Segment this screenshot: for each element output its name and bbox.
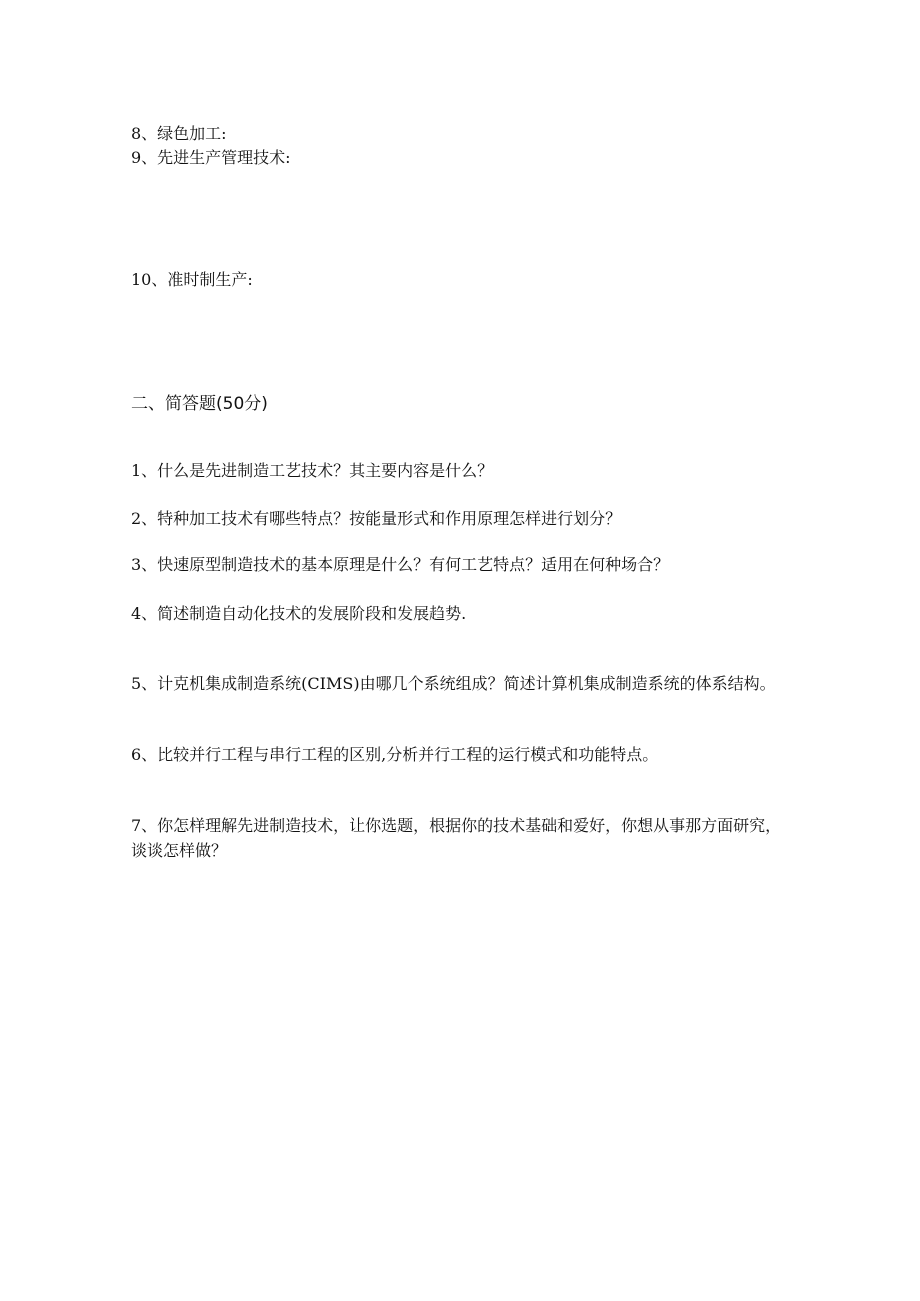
question-6: 6、比较并行工程与串行工程的区别,分析并行工程的运行模式和功能特点。	[131, 745, 659, 764]
question-4: 4、简述制造自动化技术的发展阶段和发展趋势.	[131, 604, 467, 623]
question-1: 1、什么是先进制造工艺技术？其主要内容是什么？	[131, 461, 494, 480]
section-heading: 二、简答题(50分)	[131, 394, 268, 414]
question-7: 7、你怎样理解先进制造技术，让你选题，根据你的技术基础和爱好，你想从事那方面研究，谈谈怎样做？	[131, 816, 782, 860]
definition-item-9: 9、先进生产管理技术:	[131, 148, 291, 167]
definition-item-10: 10、准时制生产:	[131, 270, 253, 289]
question-5: 5、计克机集成制造系统(CIMS)由哪几个系统组成？简述计算机集成制造系统的体系结构。	[131, 674, 776, 693]
question-2: 2、特种加工技术有哪些特点？按能量形式和作用原理怎样进行划分？	[131, 509, 622, 528]
question-3: 3、快速原型制造技术的基本原理是什么？有何工艺特点？适用在何种场合？	[131, 555, 670, 574]
definition-item-8: 8、绿色加工:	[131, 124, 227, 143]
